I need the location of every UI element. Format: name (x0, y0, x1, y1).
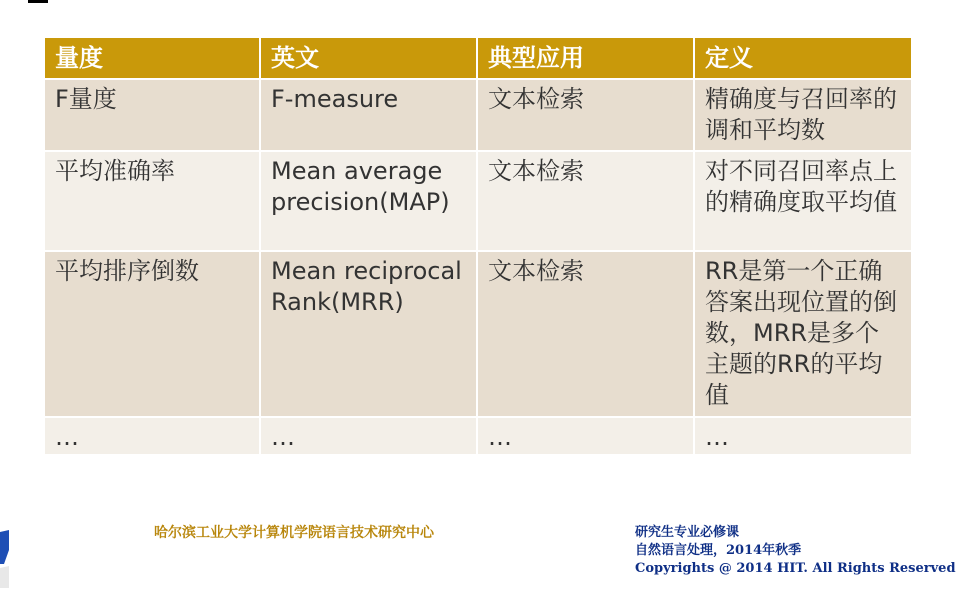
table-row (44, 251, 912, 417)
cell-application: 文本检索 (477, 151, 694, 251)
header-definition: 定义 (694, 37, 912, 79)
cell-definition: 对不同召回率点上的精确度取平均值 (694, 151, 912, 251)
cell-definition: 精确度与召回率的调和平均数 (694, 79, 912, 151)
cell-metric: 平均排序倒数 (44, 251, 260, 417)
cell-english: Mean average precision(MAP) (260, 151, 477, 251)
corner-mark (28, 0, 48, 3)
metrics-table (43, 36, 913, 456)
cell-english: F-measure (260, 79, 477, 151)
table-row (44, 79, 912, 151)
cell-english: … (260, 417, 477, 455)
header-metric: 量度 (44, 37, 260, 79)
header-english: 英文 (260, 37, 477, 79)
cell-metric: 平均准确率 (44, 151, 260, 251)
cell-metric: … (44, 417, 260, 455)
logo-fragment-icon (0, 528, 9, 588)
footer-course-line: 研究生专业必修课 (635, 525, 740, 540)
cell-english: Mean reciprocal Rank(MRR) (260, 251, 477, 417)
header-application: 典型应用 (477, 37, 694, 79)
table-header-row (44, 37, 912, 79)
footer-course-info (635, 524, 956, 578)
table-row (44, 151, 912, 251)
cell-definition: … (694, 417, 912, 455)
footer-copyright: Copyrights @ 2014 HIT. All Rights Reserved (635, 561, 956, 576)
cell-definition: RR是第一个正确答案出现位置的倒数，MRR是多个主题的RR的平均值 (694, 251, 912, 417)
cell-application: 文本检索 (477, 79, 694, 151)
footer-institution: 哈尔滨工业大学计算机学院语言技术研究中心 (154, 525, 434, 541)
cell-application: … (477, 417, 694, 455)
cell-metric: F量度 (44, 79, 260, 151)
table-row (44, 417, 912, 455)
footer-subject-line: 自然语言处理，2014年秋季 (635, 543, 802, 558)
cell-application: 文本检索 (477, 251, 694, 417)
